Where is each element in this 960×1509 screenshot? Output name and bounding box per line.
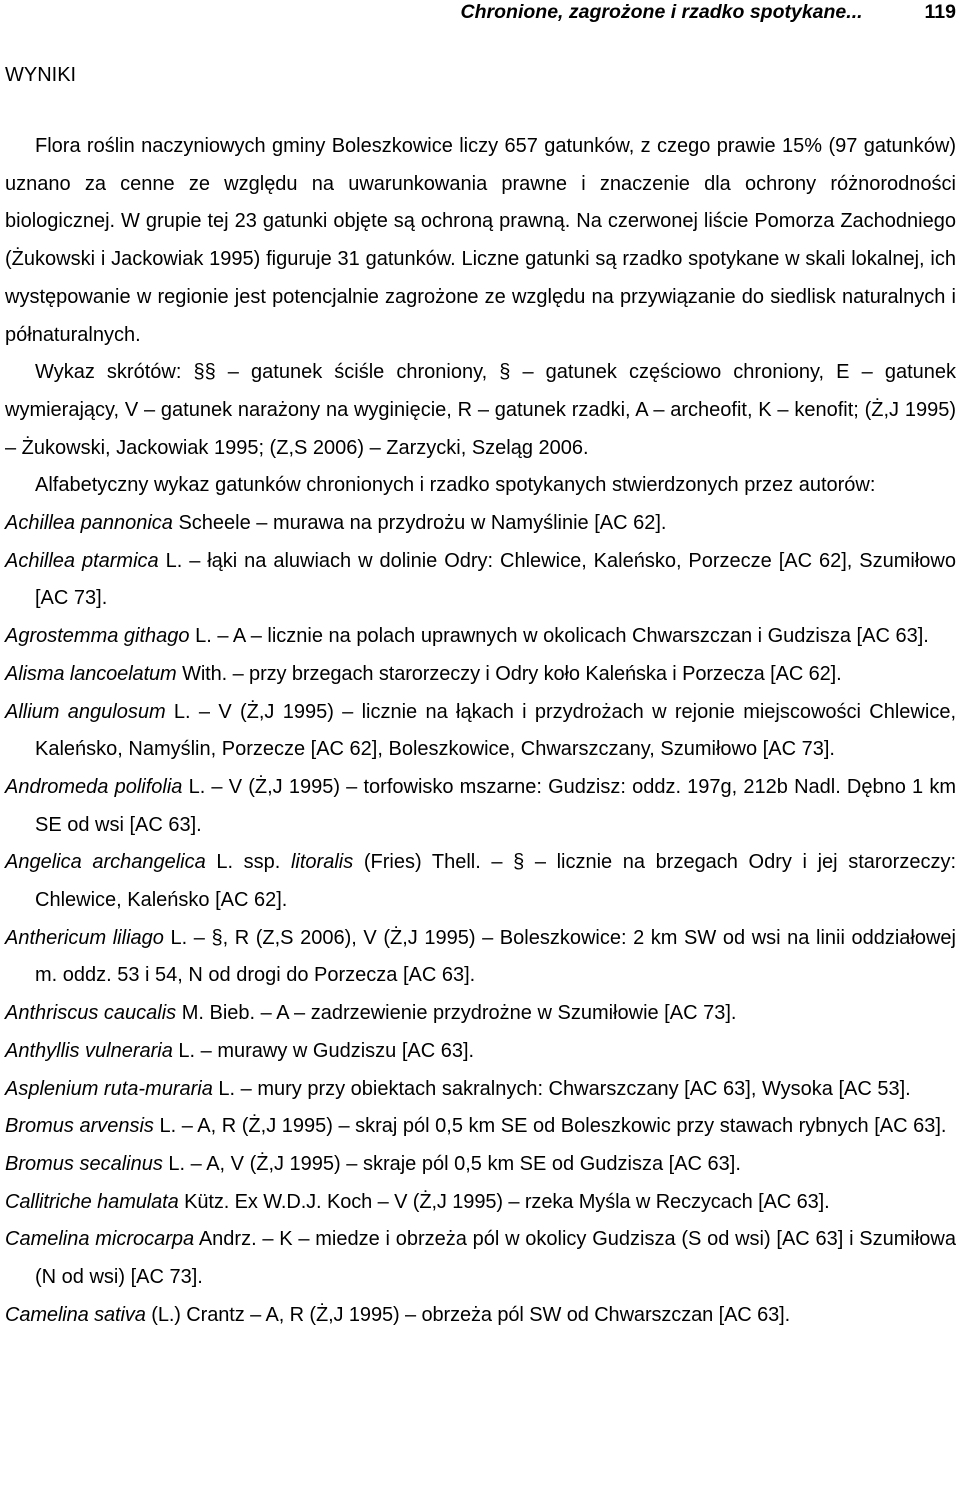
species-entry	[5, 1071, 956, 1109]
species-name: Anthriscus caucalis	[5, 1002, 177, 1025]
species-description: L. – §, R (Z,S 2006), V (Ż,J 1995) – Boleszkowice: 2 km SW od wsi na linii oddziałowej m. oddz. 53 i 54, N od drogi do Porzecza [AC 63].	[35, 926, 956, 987]
species-description: L. – A – licznie na polach uprawnych w okolicach Chwarszczan i Gudzisza [AC 63].	[189, 625, 929, 648]
species-description: L. – murawy w Gudziszu [AC 63].	[172, 1039, 475, 1062]
species-name: Andromeda polifolia	[5, 775, 183, 798]
species-description-continued: (Fries) Thell. – § – licznie na brzegach Odry i jej starorzeczy: Chlewice, Kaleńsko [AC 62].	[35, 851, 956, 912]
species-name: Bromus arvensis	[5, 1115, 154, 1138]
species-entry	[5, 769, 956, 844]
species-description: Kütz. Ex W.D.J. Koch – V (Ż,J 1995) – rzeka Myśla w Reczycach [AC 63].	[178, 1190, 830, 1213]
species-name: Agrostemma githago	[5, 625, 190, 648]
species-description: L. – łąki na aluwiach w dolinie Odry: Chlewice, Kaleńsko, Porzecze [AC 62], Szumiłowo [AC 73].	[35, 549, 956, 610]
species-name: Asplenium ruta-muraria	[5, 1077, 213, 1100]
running-header	[0, 0, 956, 24]
species-description: Andrz. – K – miedze i obrzeża pól w okolicy Gudzisza (S od wsi) [AC 63] i Szumiłowa (N od wsi) [AC 73].	[35, 1228, 956, 1289]
list-intro-paragraph: Alfabetyczny wykaz gatunków chronionych i rzadko spotykanych stwierdzonych przez autorów:	[35, 474, 876, 497]
species-entry	[5, 995, 956, 1033]
species-name: Anthyllis vulneraria	[5, 1039, 173, 1062]
species-entry	[5, 1108, 956, 1146]
species-description: L. – V (Ż,J 1995) – licznie na łąkach i przydrożach w rejonie miejscowości Chlewice, Kaleńsko, Namyślin, Porzecze [AC 62], Boleszkowice, Chwarszczany, Szumiłowo [AC 73].	[35, 700, 956, 761]
species-description: L. – mury przy obiektach sakralnych: Chwarszczany [AC 63], Wysoka [AC 53].	[212, 1077, 911, 1100]
species-name: Alisma lancoelatum	[5, 662, 177, 685]
subspecies-name: litoralis	[290, 851, 354, 874]
species-entry	[5, 694, 956, 769]
species-entry	[5, 618, 956, 656]
species-description: With. – przy brzegach starorzeczy i Odry koło Kaleńska i Porzecza [AC 62].	[176, 662, 842, 685]
species-name: Allium angulosum	[5, 700, 166, 723]
species-description: L. ssp.	[205, 851, 291, 874]
species-name: Bromus secalinus	[5, 1152, 163, 1175]
species-entry	[5, 505, 956, 543]
species-description: L. – V (Ż,J 1995) – torfowisko mszarne: Gudzisz: oddz. 197g, 212b Nadl. Dębno 1 km SE od wsi [AC 63].	[35, 775, 956, 836]
species-description: L. – A, R (Ż,J 1995) – skraj pól 0,5 km SE od Boleszkowic przy stawach rybnych [AC 63].	[153, 1115, 947, 1138]
species-entry	[5, 1297, 956, 1335]
species-name: Achillea ptarmica	[5, 549, 159, 572]
species-entry	[5, 543, 956, 618]
species-name: Camelina sativa	[5, 1303, 146, 1326]
species-entry	[5, 1184, 956, 1222]
abbreviations-paragraph: Wykaz skrótów: §§ – gatunek ściśle chroniony, § – gatunek częściowo chroniony, E – gatunek wymierający, V – gatunek narażony na wyginięcie, R – gatunek rzadki, A – archeofit, K – kenofit; (Ż,J 1995) – Żukowski, Jackowiak 1995; (Z,S 2006) – Zarzycki, Szeląg 2006.	[5, 361, 956, 459]
species-entry	[5, 920, 956, 995]
species-name: Anthericum liliago	[5, 926, 164, 949]
species-entry	[5, 1033, 956, 1071]
species-name: Callitriche hamulata	[5, 1190, 179, 1213]
species-description: M. Bieb. – A – zadrzewienie przydrożne w Szumiłowie [AC 73].	[176, 1002, 737, 1025]
species-name: Camelina microcarpa	[5, 1228, 195, 1251]
species-entry	[5, 844, 956, 919]
species-name: Angelica archangelica	[5, 851, 206, 874]
species-description: (L.) Crantz – A, R (Ż,J 1995) – obrzeża pól SW od Chwarszczan [AC 63].	[145, 1303, 791, 1326]
section-title: WYNIKI	[5, 64, 77, 86]
intro-paragraph: Flora roślin naczyniowych gminy Boleszkowice liczy 657 gatunków, z czego prawie 15% (97 gatunków) uznano za cenne ze względu na uwarunkowania prawne i znaczenie dla ochrony różnorodności biologicznej. W grupie tej 23 gatunki objęte są ochroną prawną. Na czerwonej liście Pomorza Zachodniego (Żukowski i Jackowiak 1995) figuruje 31 gatunków. Liczne gatunki są rzadko spotykane w skali lokalnej, ich występowanie w regionie jest potencjalnie zagrożone ze względu na przywiązanie do siedlisk naturalnych i półnaturalnych.	[5, 135, 956, 346]
running-title: Chronione, zagrożone i rzadko spotykane...	[460, 0, 863, 23]
species-entry	[5, 1221, 956, 1296]
species-entry	[5, 656, 956, 694]
species-description: L. – A, V (Ż,J 1995) – skraje pól 0,5 km SE od Gudzisza [AC 63].	[162, 1152, 741, 1175]
species-entry	[5, 1146, 956, 1184]
body-text	[5, 128, 956, 1335]
page-number: 119	[924, 0, 956, 23]
species-name: Achillea pannonica	[5, 512, 173, 535]
species-description: Scheele – murawa na przydrożu w Namyślinie [AC 62].	[172, 512, 667, 535]
